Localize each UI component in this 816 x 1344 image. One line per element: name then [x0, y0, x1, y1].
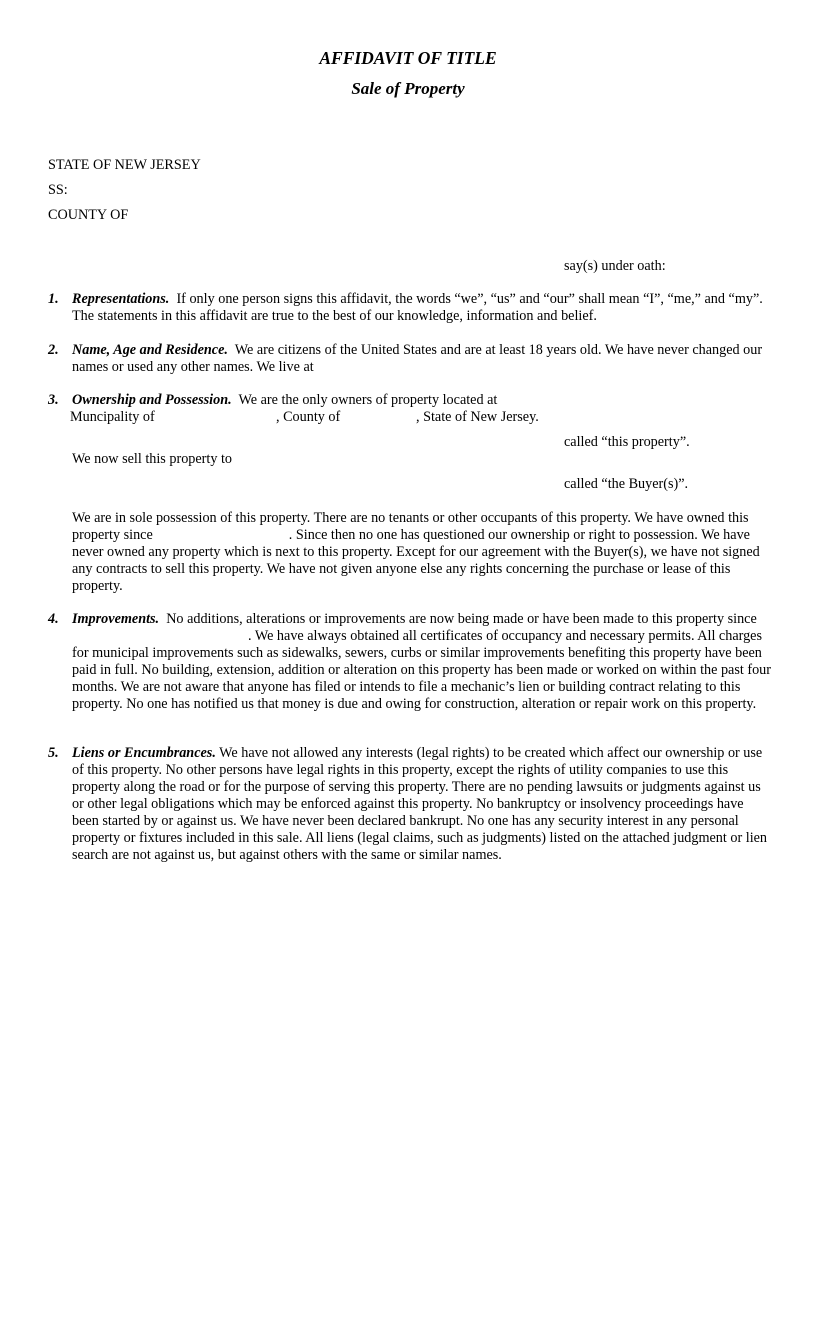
- section-3-number: 3.: [48, 392, 59, 408]
- section-4-text-a: No additions, alterations or improvements are now being made or have been made to this property since: [166, 611, 757, 627]
- section-3-possession: [72, 510, 772, 595]
- section-2-text: We are citizens of the United States and are at least 18 years old. We have never changed our names or used any other names. We live at: [72, 342, 763, 375]
- section-2-paragraph: [72, 342, 772, 376]
- venue-state: STATE OF NEW JERSEY: [48, 157, 201, 173]
- possession-text-b: . Since then no one has questioned our ownership or right to possession. We have never owned any property which is next to this property. Except for our agreement with the Buyer(s), we have not signed any contracts to sell this property. We have not given anyone else any rights concerning the purchase or lease of this property.: [72, 527, 760, 594]
- section-3-text: We are the only owners of property located at: [238, 392, 498, 408]
- section-2-number: 2.: [48, 342, 59, 358]
- section-4-number: 4.: [48, 611, 59, 627]
- oath-line: say(s) under oath:: [564, 258, 666, 274]
- section-1-heading: Representations.: [72, 291, 170, 307]
- venue-ss: SS:: [48, 182, 68, 198]
- section-5-text: We have not allowed any interests (legal rights) to be created which affect our ownership or use of this property. No other persons have legal rights in this property, except the rights of utility companies to use this property along the road or for the purpose of serving this property. There are no pending lawsuits or judgments against us or other legal obligations which may be enforced against this property. No bankruptcy or insolvency proceedings have been started by or against us. We have never been declared bankrupt. No one has any security interest in any personal property or fixtures included in this sale. All liens (legal claims, such as judgments) listed on the attached judgment or lien search are not against us, but against others with the same or similar names.: [72, 745, 768, 863]
- section-5-paragraph: [72, 745, 772, 864]
- called-the-buyer: called “the Buyer(s)”.: [564, 476, 689, 492]
- section-3-intro: [72, 392, 772, 409]
- section-4-text-b: . We have always obtained all certificates of occupancy and necessary permits. All charges for municipal improvements such as sidewalks, sewers, curbs or similar improvements benefiting this property have been paid in full. No building, extension, addition or alteration on this property has been made or worked on within the past four months. We are not aware that anyone has filed or intends to file a mechanic’s lien or building contract relating to this property. No one has notified us that money is due and owing for construction, alteration or repair work on this property.: [72, 628, 771, 712]
- section-1-number: 1.: [48, 291, 59, 307]
- section-5-number: 5.: [48, 745, 59, 761]
- section-1-paragraph: [72, 291, 772, 325]
- state-label: , State of New Jersey.: [416, 409, 539, 425]
- possession-text-a: We are in sole possession of this property. There are no tenants or other occupants of this property. We have owned this property since: [72, 510, 749, 543]
- county-label: , County of: [276, 409, 341, 425]
- document-subtitle: Sale of Property: [351, 79, 465, 98]
- section-3-heading: Ownership and Possession.: [72, 392, 232, 408]
- municipality-label: Muncipality of: [70, 409, 155, 425]
- called-this-property: called “this property”.: [564, 434, 690, 450]
- section-4-heading: Improvements.: [72, 611, 160, 627]
- venue-county: COUNTY OF: [48, 207, 129, 223]
- sell-to-label: We now sell this property to: [72, 451, 233, 467]
- section-1-text: If only one person signs this affidavit, the words “we”, “us” and “our” shall mean “I”, “me,” and “my”. The statements in this affidavit are true to the best of our knowledge, information and belief.: [72, 291, 763, 324]
- section-2-heading: Name, Age and Residence.: [72, 342, 228, 358]
- section-4-paragraph: [72, 611, 772, 713]
- document-title: AFFIDAVIT OF TITLE: [319, 48, 497, 68]
- section-5-heading: Liens or Encumbrances.: [72, 745, 216, 761]
